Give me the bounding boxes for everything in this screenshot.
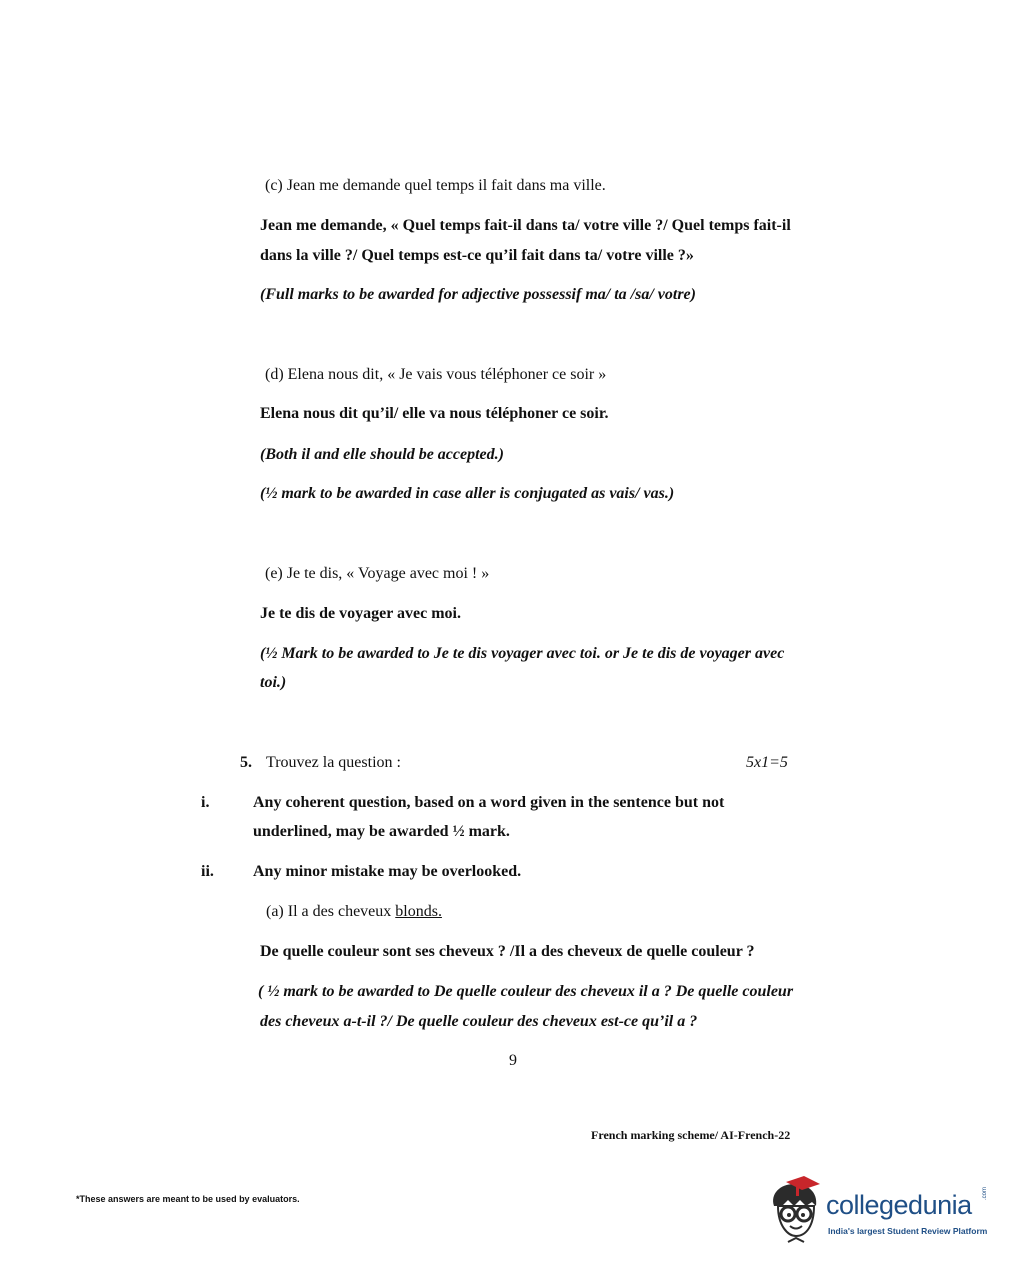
brand-name: collegedunia bbox=[826, 1190, 972, 1220]
answer-c-line2: dans la ville ?/ Quel temps est-ce qu’il fait dans ta/ votre ville ?» bbox=[260, 247, 694, 264]
collegedunia-logo bbox=[766, 1176, 996, 1248]
note-5a-line2: des cheveux a-t-il ?/ De quelle couleur des cheveux est-ce qu’il a ? bbox=[260, 1013, 698, 1030]
instruction-num: i. bbox=[201, 794, 210, 811]
answer-e: Je te dis de voyager avec moi. bbox=[260, 605, 461, 622]
answer-c-line1: Jean me demande, « Quel temps fait-il dans ta/ votre ville ?/ Quel temps fait-il bbox=[260, 217, 791, 234]
question-5a-prefix: (a) Il a des cheveux bbox=[266, 903, 396, 920]
footer-scheme: French marking scheme/ AI-French-22 bbox=[591, 1128, 791, 1142]
note-e-line2: toi.) bbox=[260, 674, 287, 691]
answer-5a: De quelle couleur sont ses cheveux ? /Il a des cheveux de quelle couleur ? bbox=[260, 943, 755, 960]
page-number: 9 bbox=[509, 1052, 517, 1069]
question5-marks: 5x1=5 bbox=[746, 754, 788, 771]
footer-disclaimer: *These answers are meant to be used by evaluators. bbox=[76, 1194, 300, 1204]
question-d: (d) Elena nous dit, « Je vais vous téléphoner ce soir » bbox=[265, 366, 607, 383]
brand-suffix: .com bbox=[982, 1186, 988, 1200]
note-5a-line1: ( ½ mark to be awarded to De quelle couleur des cheveux il a ? De quelle couleur bbox=[258, 983, 794, 1000]
note-c: (Full marks to be awarded for adjective possessif ma/ ta /sa/ votre) bbox=[260, 286, 696, 303]
answer-d: Elena nous dit qu’il/ elle va nous téléphoner ce soir. bbox=[260, 405, 609, 422]
instruction-text: Any coherent question, based on a word given in the sentence but not bbox=[253, 794, 725, 811]
instruction-text: Any minor mistake may be overlooked. bbox=[253, 863, 522, 880]
note-e-line1: (½ Mark to be awarded to Je te dis voyager avec toi. or Je te dis de voyager avec bbox=[260, 645, 785, 662]
question-e: (e) Je te dis, « Voyage avec moi ! » bbox=[265, 565, 490, 582]
question-5a bbox=[266, 902, 442, 922]
question5-title: Trouvez la question : bbox=[266, 754, 401, 771]
question5-number: 5. bbox=[240, 754, 252, 771]
mascot-icon bbox=[766, 1176, 826, 1248]
note-d-1: (Both il and elle should be accepted.) bbox=[260, 446, 504, 463]
brand-tagline: India's largest Student Review Platform bbox=[828, 1226, 988, 1236]
note-d-2: (½ mark to be awarded in case aller is conjugated as vais/ vas.) bbox=[260, 485, 675, 502]
instruction-num: ii. bbox=[201, 863, 214, 880]
question-c: (c) Jean me demande quel temps il fait dans ma ville. bbox=[265, 177, 606, 194]
underlined-word: blonds. bbox=[395, 903, 442, 920]
instruction-text: underlined, may be awarded ½ mark. bbox=[253, 823, 510, 840]
